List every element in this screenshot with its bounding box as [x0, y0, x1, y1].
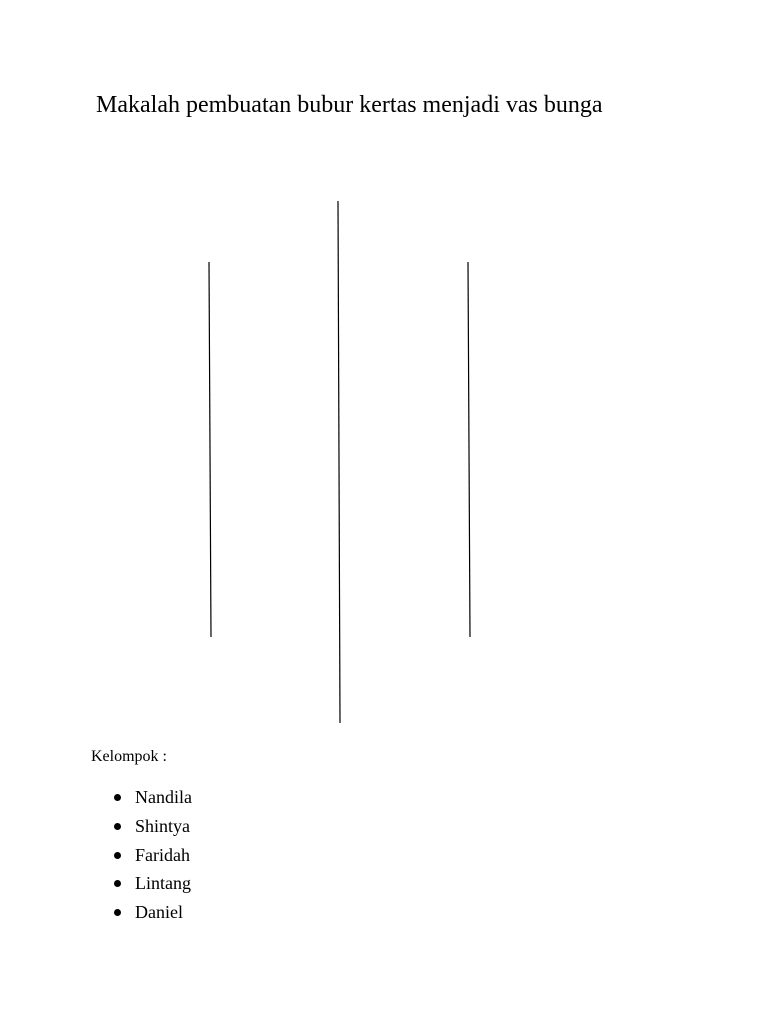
- member-name: Daniel: [135, 902, 183, 923]
- list-item: [111, 814, 192, 843]
- document-title: Makalah pembuatan bubur kertas menjadi vas bunga: [96, 92, 603, 118]
- member-name: Lintang: [135, 873, 191, 894]
- member-list: [111, 785, 192, 929]
- right-vertical-line: [468, 262, 470, 637]
- member-name: Shintya: [135, 815, 191, 836]
- group-label: Kelompok :: [91, 748, 167, 765]
- bullet-dot-icon: [114, 823, 121, 830]
- bullet-dot-icon: [114, 852, 121, 859]
- member-name: Faridah: [135, 844, 190, 865]
- list-item: [111, 871, 192, 900]
- list-item: [111, 785, 192, 814]
- bullet-dot-icon: [114, 794, 121, 801]
- bullet-dot-icon: [114, 880, 121, 887]
- center-vertical-line: [338, 201, 340, 723]
- member-name: Nandila: [135, 787, 192, 807]
- left-vertical-line: [209, 262, 211, 637]
- list-item: [111, 900, 192, 929]
- list-item: [111, 843, 192, 872]
- bullet-dot-icon: [114, 909, 121, 916]
